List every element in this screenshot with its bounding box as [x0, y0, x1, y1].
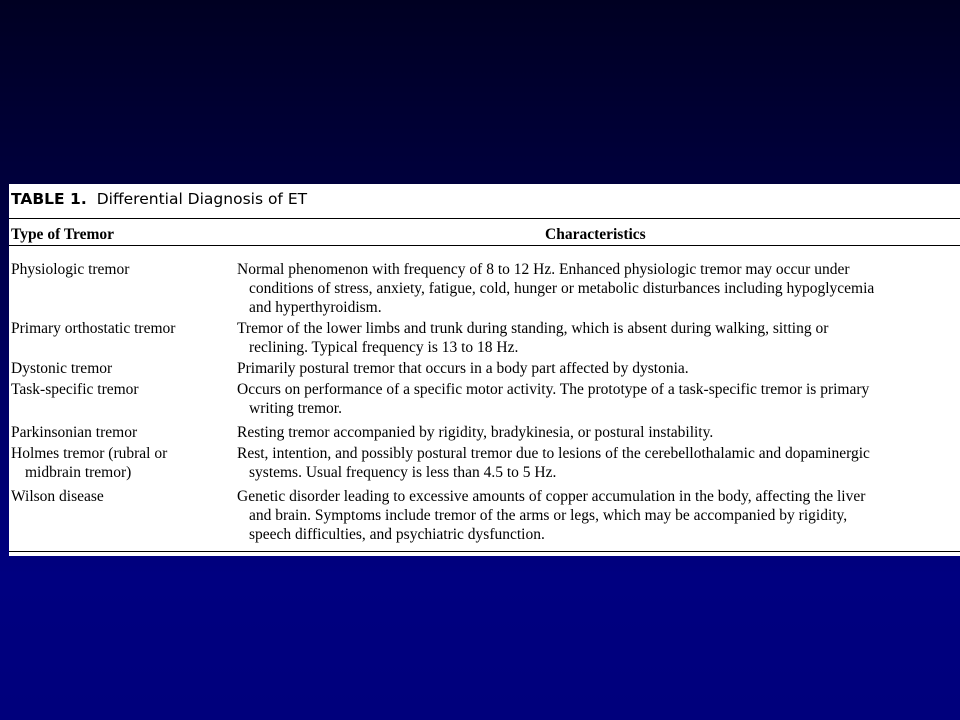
- characteristics-text: and hyperthyroidism.: [249, 299, 382, 316]
- characteristics-text: systems. Usual frequency is less than 4.5 to 5 Hz.: [249, 464, 557, 481]
- differential-diagnosis-table: [9, 184, 960, 556]
- characteristics-cell: [237, 359, 953, 378]
- table-bottom-rule: [9, 551, 960, 552]
- table-caption-title: Differential Diagnosis of ET: [96, 190, 308, 208]
- characteristics-text: Rest, intention, and possibly postural tremor due to lesions of the cerebellothalamic and dopaminergic: [237, 445, 870, 462]
- table-caption: [11, 190, 307, 208]
- characteristics-cell: [237, 444, 953, 482]
- characteristics-text: and brain. Symptoms include tremor of the arms or legs, which may be accompanied by rigidity,: [249, 507, 848, 524]
- tremor-type-cell: [11, 380, 231, 399]
- tremor-type-text: Primary orthostatic tremor: [11, 320, 176, 337]
- tremor-type-text: Holmes tremor (rubral or: [11, 445, 168, 462]
- characteristics-text: Normal phenomenon with frequency of 8 to 12 Hz. Enhanced physiologic tremor may occur under: [237, 261, 850, 278]
- characteristics-text: Tremor of the lower limbs and trunk during standing, which is absent during walking, sitting or: [237, 320, 829, 337]
- characteristics-cell: [237, 260, 953, 317]
- characteristics-text: writing tremor.: [249, 400, 342, 417]
- tremor-type-text: Physiologic tremor: [11, 261, 130, 278]
- header-characteristics: Characteristics: [545, 226, 646, 243]
- tremor-type-cell: [11, 444, 231, 482]
- tremor-type-text: midbrain tremor): [25, 464, 132, 481]
- characteristics-text: conditions of stress, anxiety, fatigue, cold, hunger or metabolic disturbances including hypoglycemia: [249, 280, 875, 297]
- tremor-type-cell: [11, 319, 231, 338]
- characteristics-text: reclining. Typical frequency is 13 to 18 Hz.: [249, 339, 519, 356]
- tremor-type-cell: [11, 260, 231, 279]
- characteristics-text: Occurs on performance of a specific motor activity. The prototype of a task-specific tremor is primary: [237, 381, 870, 398]
- characteristics-cell: [237, 380, 953, 418]
- characteristics-text: Genetic disorder leading to excessive amounts of copper accumulation in the body, affecting the liver: [237, 488, 866, 505]
- tremor-type-text: Parkinsonian tremor: [11, 424, 138, 441]
- characteristics-cell: [237, 423, 953, 442]
- characteristics-text: Primarily postural tremor that occurs in a body part affected by dystonia.: [237, 360, 689, 377]
- header-divider: [9, 245, 960, 246]
- caption-divider: [9, 218, 960, 219]
- characteristics-cell: [237, 319, 953, 357]
- characteristics-cell: [237, 487, 953, 544]
- tremor-type-cell: [11, 487, 231, 506]
- tremor-type-text: Dystonic tremor: [11, 360, 113, 377]
- table-caption-label: TABLE 1.: [11, 190, 87, 208]
- tremor-type-cell: [11, 423, 231, 442]
- characteristics-text: speech difficulties, and psychiatric dysfunction.: [249, 526, 545, 543]
- header-type-of-tremor: Type of Tremor: [11, 226, 115, 243]
- characteristics-text: Resting tremor accompanied by rigidity, bradykinesia, or postural instability.: [237, 424, 714, 441]
- tremor-type-cell: [11, 359, 231, 378]
- tremor-type-text: Wilson disease: [11, 488, 104, 505]
- tremor-type-text: Task-specific tremor: [11, 381, 139, 398]
